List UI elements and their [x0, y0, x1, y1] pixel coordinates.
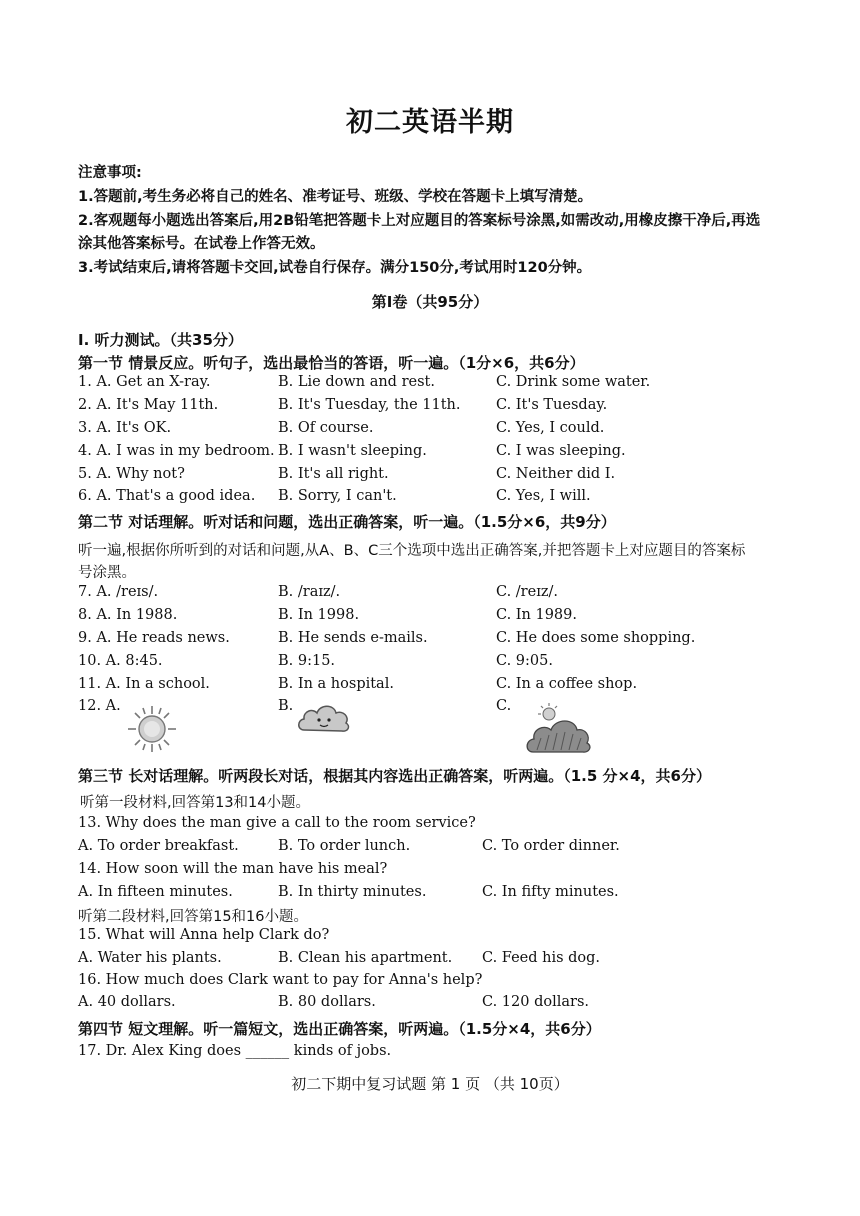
option-b: B. To order lunch. [278, 838, 411, 854]
option-b: B. 80 dollars. [278, 994, 376, 1010]
notice-item-1: 1.答题前,考生务必将自己的姓名、准考证号、班级、学校在答题卡上填写清楚。 [78, 189, 593, 205]
volume-title: 第Ⅰ卷（共95分） [371, 293, 489, 311]
notice-item-2-cont: 涂其他答案标号。在试卷上作答无效。 [78, 236, 325, 252]
option-c: C. In fifty minutes. [482, 884, 619, 900]
option-b: B. /raɪz/. [278, 584, 341, 600]
option-b: B. Sorry, I can't. [278, 488, 397, 504]
rain-cloud-icon [523, 702, 593, 756]
option-b: B. It's Tuesday, the 11th. [278, 397, 461, 413]
option-b: B. [278, 698, 294, 714]
option-c: C. He does some shopping. [496, 630, 696, 646]
option-b: B. Clean his apartment. [278, 950, 453, 966]
notice-heading: 注意事项: [78, 165, 142, 181]
question-13-stem: 13. Why does the man give a call to the room service? [78, 815, 476, 831]
question-row: 7. A. /reɪs/. [78, 584, 159, 600]
question-14-stem: 14. How soon will the man have his meal? [78, 861, 388, 877]
option-c: C. In a coffee shop. [496, 676, 638, 692]
option-c: C. 120 dollars. [482, 994, 589, 1010]
option-b: B. It's all right. [278, 466, 389, 482]
question-row: 10. A. 8:45. [78, 653, 163, 669]
option-b: B. Lie down and rest. [278, 374, 435, 390]
page-footer: 初二下期中复习试题 第 1 页 （共 10页） [291, 1075, 569, 1093]
question-17-stem: 17. Dr. Alex King does ______ kinds of jobs. [78, 1043, 392, 1059]
section3-intro-2: 听第二段材料,回答第15和16小题。 [78, 909, 309, 925]
notice-item-2: 2.客观题每小题选出答案后,用2B铅笔把答题卡上对应题目的答案标号涂黑,如需改动,用橡皮擦干净后,再选 [78, 213, 761, 229]
option-c: C. 9:05. [496, 653, 553, 669]
section2-heading: 第二节 对话理解。听对话和问题，选出正确答案，听一遍。（1.5分×6，共9分） [78, 513, 616, 531]
section4-heading: 第四节 短文理解。听一篇短文，选出正确答案，听两遍。（1.5分×4，共6分） [78, 1020, 601, 1038]
section1-heading: 第一节 情景反应。听句子，选出最恰当的答语，听一遍。（1分×6，共6分） [78, 354, 585, 372]
option-a: A. 40 dollars. [78, 994, 176, 1010]
option-b: B. In a hospital. [278, 676, 394, 692]
question-row: 4. A. I was in my bedroom. [78, 443, 275, 459]
option-b: B. He sends e-mails. [278, 630, 428, 646]
option-b: B. 9:15. [278, 653, 336, 669]
question-row: 6. A. That's a good idea. [78, 488, 256, 504]
option-b: B. In thirty minutes. [278, 884, 427, 900]
option-c: C. In 1989. [496, 607, 577, 623]
section3-intro-1: 听第一段材料,回答第13和14小题。 [80, 795, 311, 811]
option-c: C. It's Tuesday. [496, 397, 608, 413]
section3-heading: 第三节 长对话理解。听两段长对话，根据其内容选出正确答案，听两遍。（1.5 分×4，共6分） [78, 767, 711, 785]
option-c: C. Yes, I will. [496, 488, 591, 504]
option-b: B. I wasn't sleeping. [278, 443, 427, 459]
option-c: C. I was sleeping. [496, 443, 626, 459]
section2-instruction: 听一遍,根据你所听到的对话和问题,从A、B、C三个选项中选出正确答案,并把答题卡上对应题目的答案标 [78, 543, 746, 559]
option-c: C. Yes, I could. [496, 420, 605, 436]
sun-icon [124, 704, 180, 754]
option-b: B. In 1998. [278, 607, 360, 623]
option-a: A. To order breakfast. [78, 838, 239, 854]
question-row: 12. A. [78, 698, 121, 714]
option-c: C. Drink some water. [496, 374, 651, 390]
option-c: C. /reɪz/. [496, 584, 558, 600]
option-a: A. In fifteen minutes. [78, 884, 233, 900]
option-c: C. [496, 698, 512, 714]
part1-title: I. 听力测试。（共35分） [78, 331, 243, 349]
question-row: 8. A. In 1988. [78, 607, 178, 623]
option-b: B. Of course. [278, 420, 374, 436]
option-c: C. To order dinner. [482, 838, 620, 854]
cloud-icon [296, 700, 352, 736]
option-c: C. Feed his dog. [482, 950, 601, 966]
question-row: 1. A. Get an X-ray. [78, 374, 211, 390]
question-16-stem: 16. How much does Clark want to pay for Anna's help? [78, 972, 483, 988]
page-title: 初二英语半期 [346, 107, 514, 138]
question-row: 2. A. It's May 11th. [78, 397, 219, 413]
notice-item-3: 3.考试结束后,请将答题卡交回,试卷自行保存。满分150分,考试用时120分钟。 [78, 260, 592, 276]
question-row: 9. A. He reads news. [78, 630, 230, 646]
question-15-stem: 15. What will Anna help Clark do? [78, 927, 330, 943]
question-row: 3. A. It's OK. [78, 420, 172, 436]
section2-instruction-cont: 号涂黑。 [78, 565, 136, 581]
question-row: 5. A. Why not? [78, 466, 185, 482]
question-row: 11. A. In a school. [78, 676, 210, 692]
option-c: C. Neither did I. [496, 466, 616, 482]
option-a: A. Water his plants. [78, 950, 222, 966]
